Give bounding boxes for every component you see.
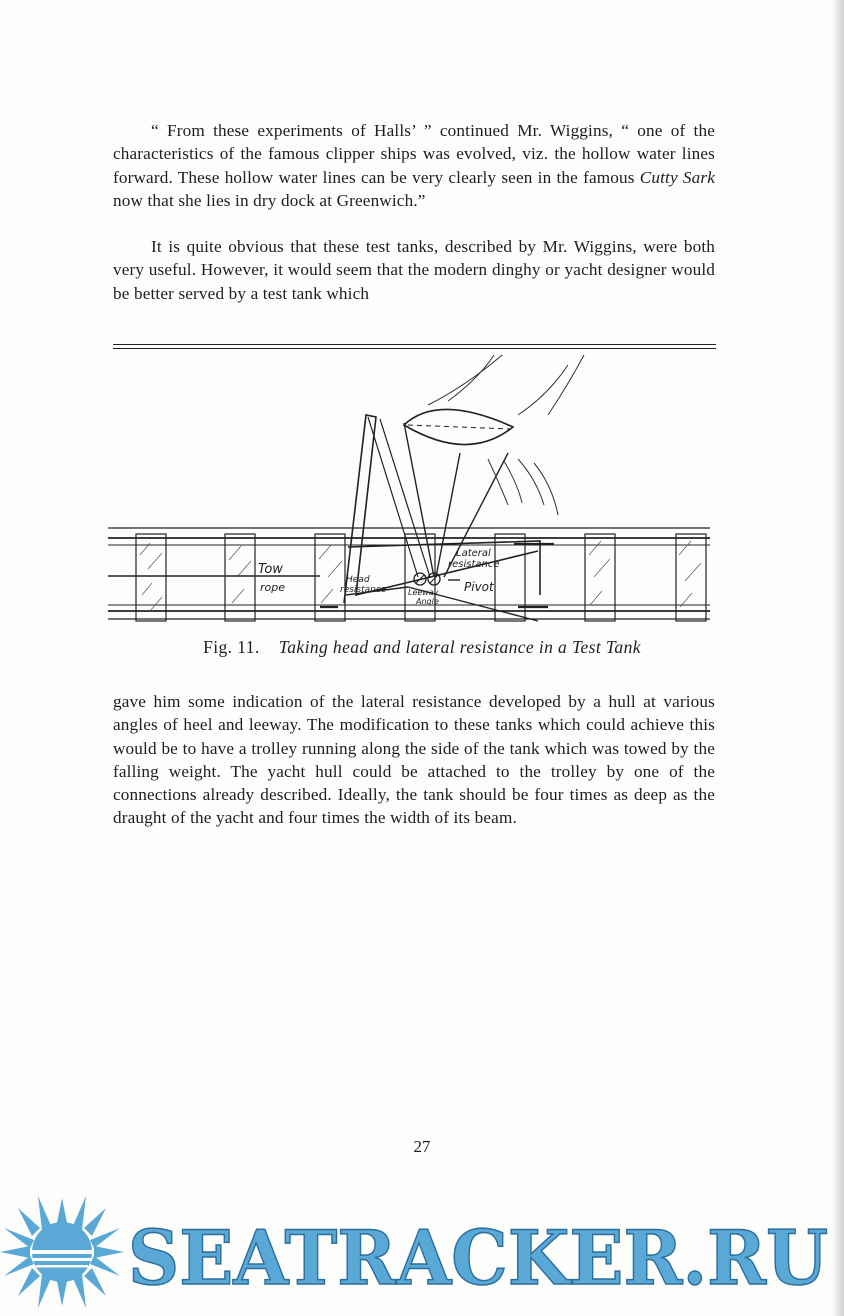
sun-logo-icon	[0, 1196, 124, 1308]
watermark-text: SEATRACKER.RU	[128, 1214, 828, 1302]
paragraph-1: “ From these experiments of Halls’ ” continued Mr. Wiggins, “ one of the characteristics of the famous clipper ships was evolved, viz. the hollow water lines forward. These hollow water lines can be very clearly seen in the famous Cutty Sark now that she lies in dry dock at Greenwich.”	[113, 121, 716, 210]
figure-rule-top	[113, 344, 716, 345]
paragraph-2: It is quite obvious that these test tanks, described by Mr. Wiggins, were both very useful. However, it would seem that the modern dinghy or yacht designer would be better served by a test tank which	[113, 237, 715, 303]
ship-name-italic: Cutty Sark	[639, 167, 716, 187]
label-lateral-resistance: resistance	[448, 559, 500, 570]
label-leeway: Leeway	[408, 588, 439, 597]
seatracker-watermark	[0, 1188, 844, 1316]
figure-caption-text: Taking head and lateral resistance in a Test Tank	[278, 637, 641, 657]
paragraph-3: gave him some indication of the lateral resistance developed by a hull at various angles of heel and leeway. The modification to these tanks which could achieve this would be to have a trolley running along the side of the tank which was towed by the falling weight. The yacht hull could be attached to the trolley by one of the connections already described. Ideally, the tank should be four times as deep as the draught of the yacht and four times the width of its beam.	[113, 692, 715, 828]
label-angle: Angle	[416, 597, 439, 606]
figure-rule-bottom	[113, 348, 716, 349]
label-head-resistance: resistance	[340, 585, 387, 595]
label-rope: rope	[260, 581, 286, 594]
label-head: Head	[346, 575, 370, 585]
label-lateral: Lateral	[456, 548, 491, 559]
page-edge-shadow	[832, 0, 844, 1316]
label-tow: Tow	[258, 562, 283, 577]
label-pivot: Pivot	[464, 580, 494, 594]
figure-caption	[0, 637, 844, 658]
figure-number: Fig. 11.	[203, 637, 260, 657]
page-number: 27	[413, 1137, 431, 1156]
test-tank-figure	[108, 355, 720, 635]
